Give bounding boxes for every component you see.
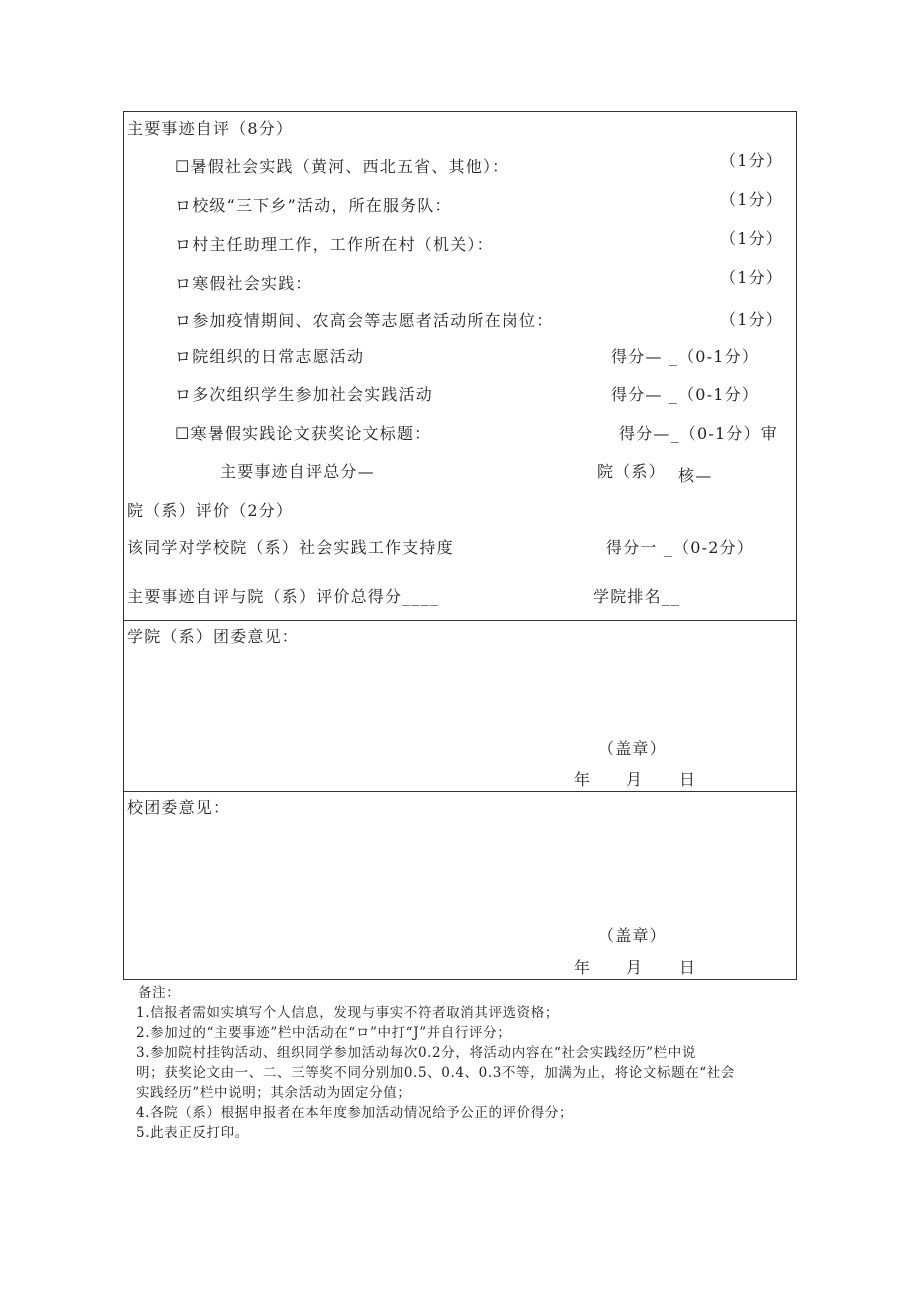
- self-eval-item-score: 得分— _（0-1分）: [611, 385, 760, 404]
- dept-eval-item-score: 得分一 _（0-2分）: [606, 538, 755, 557]
- row-divider-1: [123, 620, 797, 621]
- school-date-day: 日: [679, 958, 697, 977]
- college-opinion-title: 学院（系）团委意见：: [127, 627, 300, 646]
- college-date-day: 日: [679, 770, 697, 789]
- dept-eval-header: 院（系）评价（2分）: [127, 501, 294, 520]
- school-seal: （盖章）: [598, 926, 667, 945]
- dept-eval-item-label: 该同学对学校院（系）社会实践工作支持度: [127, 538, 454, 557]
- college-date-year: 年: [574, 770, 592, 789]
- college-seal: （盖章）: [598, 739, 667, 758]
- self-eval-item-score: （1分）: [720, 310, 783, 329]
- self-eval-total: 主要事迹自评总分—: [220, 462, 375, 481]
- self-eval-header: 主要事迹自评（8分）: [127, 119, 294, 138]
- self-eval-item-label: ロ参加疫情期间、农高会等志愿者活动所在岗位：: [175, 311, 554, 330]
- notes-title: 备注：: [138, 985, 181, 1001]
- self-eval-item-label: ロ院组织的日常志愿活动: [175, 347, 365, 366]
- self-eval-item-label: ロ校级“三下乡”活动，所在服务队：: [175, 196, 452, 215]
- note-line: 3.参加院村挂钩活动、组织同学参加活动每次0.2分，将活动内容在“社会实践经历”栏中说: [136, 1045, 696, 1061]
- school-date-month: 月: [626, 958, 644, 977]
- school-date-year: 年: [574, 958, 592, 977]
- dept-review-label: 院（系）: [597, 462, 666, 481]
- note-line: 2.参加过的“主要事迹”栏中活动在“ロ”中打“J”并自行评分；: [136, 1025, 512, 1041]
- self-eval-item-score: （1分）: [720, 229, 783, 248]
- self-eval-item-score: （1分）: [720, 190, 783, 209]
- note-line: 实践经历”栏中说明；其余活动为固定分值；: [136, 1085, 412, 1101]
- self-eval-item-score: 得分— _（0-1分）: [611, 347, 760, 366]
- grand-total-label: 主要事迹自评与院（系）评价总得分____: [127, 587, 440, 606]
- self-eval-item-label: ☐寒暑假实践论文获奖论文标题：: [175, 424, 432, 443]
- note-line: 明；获奖论文由一、二、三等奖不同分别加0.5、0.4、0.3不等，加满为止，将论文标题在“社会: [136, 1065, 736, 1081]
- college-rank-label: 学院排名__: [593, 587, 681, 606]
- college-date-month: 月: [626, 770, 644, 789]
- self-eval-item-label: ロ多次组织学生参加社会实践活动: [175, 385, 434, 404]
- self-eval-item-score: （1分）: [720, 268, 783, 287]
- school-opinion-title: 校团委意见：: [127, 798, 231, 817]
- note-line: 5.此表正反打印。: [136, 1125, 249, 1141]
- self-eval-item-label: ロ村主任助理工作，工作所在村（机关）：: [175, 235, 494, 254]
- self-eval-item-score: 得分—_（0-1分）审: [619, 424, 778, 443]
- note-line: 1.信报者需如实填写个人信息，发现与事实不符者取消其评选资格；: [136, 1005, 559, 1021]
- note-line: 4.各院（系）根据申报者在本年度参加活动情况给予公正的评价得分；: [136, 1105, 574, 1121]
- self-eval-item-label: ロ寒假社会实践：: [175, 274, 313, 293]
- row-divider-2: [123, 791, 797, 792]
- self-eval-item-label: ☐暑假社会实践（黄河、西北五省、其他）：: [175, 157, 510, 176]
- self-eval-item-score: （1分）: [720, 151, 783, 170]
- dept-review-score: 核—: [678, 466, 713, 485]
